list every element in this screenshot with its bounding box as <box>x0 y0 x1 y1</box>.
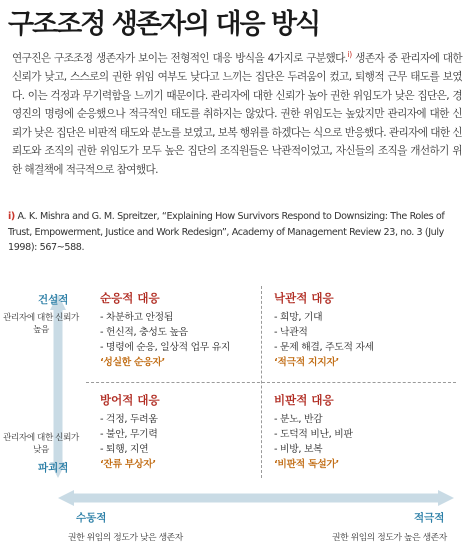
quadrant-item: - 낙관적 <box>274 327 308 338</box>
quadrant-title: 순응적 대응 <box>100 291 160 305</box>
body-part-2: 생존자 중 관리자에 대한 신뢰가 낮고, 스스로의 권한 위임 여부도 낮다고 느끼는 집단은 두려움이 컸고, 퇴행적 근무 태도를 보였다. 이는 걱정과 무기력함을 느끼기 때문이다. 관리자에 대한 신뢰가 높아 권한 위임도가 낮은 집단은, 경영진의 명령에 순응했으나 적극적인 태도를 취하지는 않았다. 권한 위임도는 높았지만 관리자에 대한 신뢰가 낮은 집단은 비판적 태도와 분노를 보였고, 보복 행위를 하겠다는 식으로 반응했다. 관리자에 대한 신뢰도와 조직의 권한 위임도가 모두 높은 집단의 조직원들은 낙관적이었고, 자신들의 조직을 개선하기 위한 해결책에 적극적으로 참여했다. <box>12 52 463 176</box>
quadrant-item: - 분노, 반감 <box>274 414 323 425</box>
x-axis-left-label: 수동적 <box>76 512 107 524</box>
y-axis-bottom-sublabel: 관리자에 대한 신뢰가 낮음 <box>3 433 79 455</box>
footnote-text: A. K. Mishra and G. M. Spreitzer, “Explaining How Survivors Respond to Downsizing: The Roles of Trust, Empowerment, Justice and Work Redesign”, Academy of Management Review 23, no. 3 (July 1998): 567~588. <box>8 211 445 253</box>
quadrant-item: - 명령에 순응, 일상적 업무 유지 <box>100 342 231 353</box>
y-axis-bottom-label: 파괴적 <box>38 462 69 474</box>
quadrant-tag: ‘적극적 지지자’ <box>274 357 339 368</box>
footnote-mark: i) <box>8 211 15 222</box>
quadrant-defensive <box>100 392 160 472</box>
body-part-1: 연구진은 구조조정 생존자가 보이는 전형적인 대응 방식을 4가지로 구분했다. <box>12 52 348 65</box>
quadrant-item: - 퇴행, 지연 <box>100 444 149 455</box>
quadrant-item: - 헌신적, 충성도 높음 <box>100 327 188 338</box>
quadrant-title: 방어적 대응 <box>100 393 160 407</box>
quadrant-title: 비판적 대응 <box>274 393 334 407</box>
body-paragraph <box>12 46 462 179</box>
page-title: 구조조정 생존자의 대응 방식 <box>8 9 320 40</box>
quadrant-grid <box>86 286 456 478</box>
quadrant-compliant <box>100 290 230 370</box>
response-matrix-diagram <box>0 278 474 548</box>
y-axis-top-sublabel: 관리자에 대한 신뢰가 높음 <box>3 313 79 335</box>
quadrant-tag: ‘잔류 부상자’ <box>100 459 156 470</box>
quadrant-item: - 도덕적 비난, 비판 <box>274 429 353 440</box>
quadrant-title: 낙관적 대응 <box>274 291 334 305</box>
horizontal-axis-arrowhead-left <box>58 490 74 506</box>
footnote <box>8 209 464 256</box>
quadrant-item: - 비방, 보복 <box>274 444 323 455</box>
footnote-reference[interactable]: i) <box>347 50 352 59</box>
x-axis-right-label: 적극적 <box>414 512 445 524</box>
quadrant-item: - 희망, 기대 <box>274 312 323 323</box>
x-axis-left-sublabel: 권한 위임의 정도가 낮은 생존자 <box>68 533 183 543</box>
x-axis-right-sublabel: 권한 위임의 정도가 높은 생존자 <box>332 533 447 543</box>
quadrant-item: - 문제 해결, 주도적 자세 <box>274 342 374 353</box>
quadrant-tag: ‘비판적 독설가’ <box>274 459 339 470</box>
quadrant-tag: ‘성실한 순응자’ <box>100 357 165 368</box>
horizontal-divider <box>86 382 456 383</box>
horizontal-axis-arrowhead-right <box>438 490 454 506</box>
quadrant-optimistic <box>274 290 374 370</box>
quadrant-critical <box>274 392 353 472</box>
y-axis-top-label: 건설적 <box>38 294 69 306</box>
quadrant-item: - 불안, 무기력 <box>100 429 158 440</box>
quadrant-item: - 차분하고 안정됨 <box>100 312 174 323</box>
quadrant-item: - 걱정, 두려움 <box>100 414 158 425</box>
